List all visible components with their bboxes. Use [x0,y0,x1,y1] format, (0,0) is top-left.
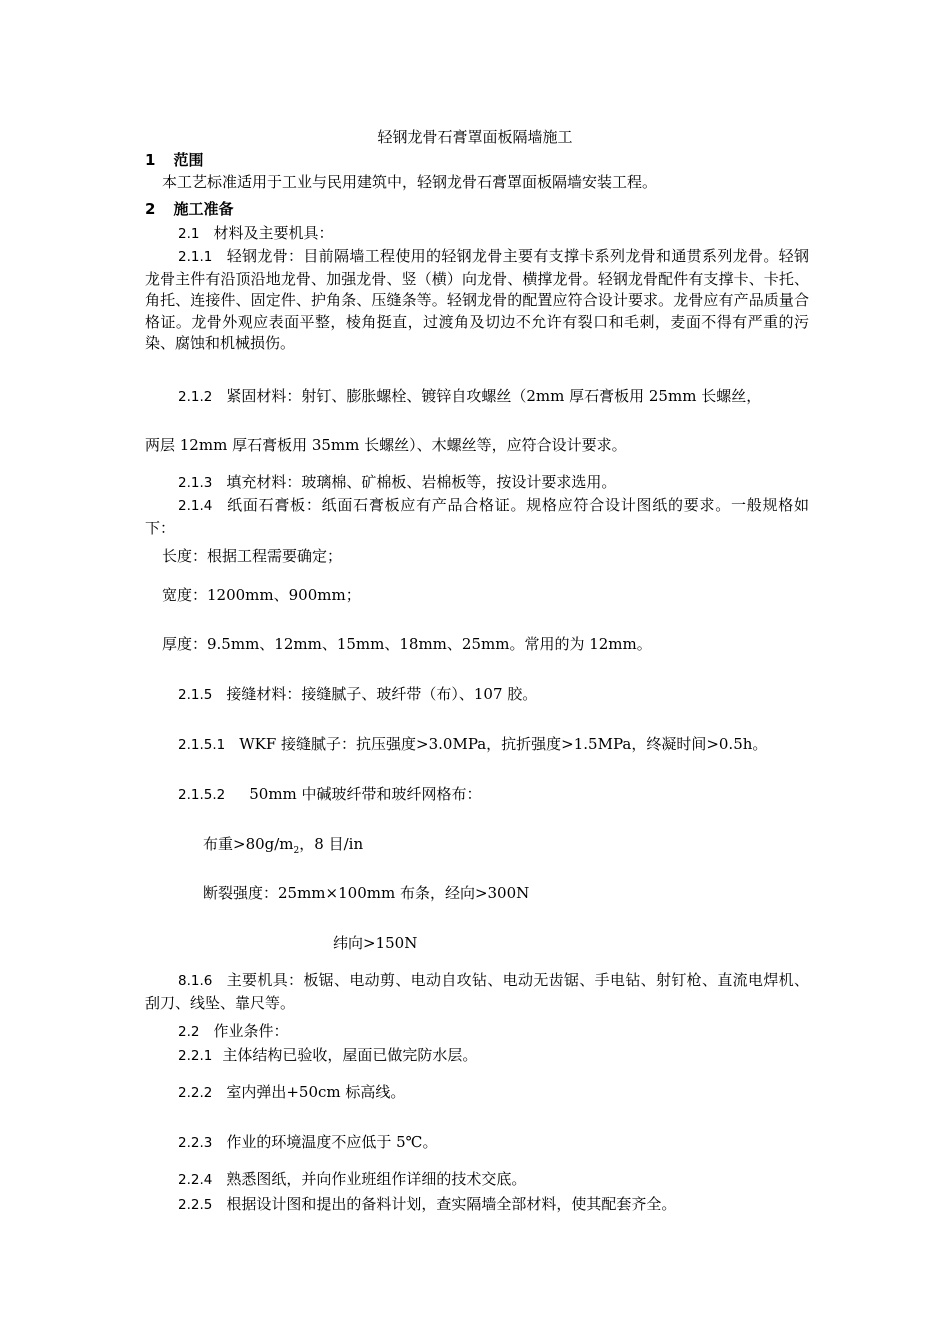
spec-width: 宽度：1200mm、900mm； [162,586,361,604]
clause-8-1-6 [145,970,809,1014]
clause-number: 2.1.4 [178,498,213,514]
cloth-weight-text: 布重>80g/m [203,835,294,853]
clause-number: 2.1.5.1 [178,737,226,753]
clause-number: 2.1.5 [178,687,213,703]
cloth-weight-subscript: 2 [293,846,300,856]
section-title: 范围 [173,151,204,169]
page-title: 轻钢龙骨石膏罩面板隔墙施工 [377,128,573,146]
clause-2-1-5 [178,684,537,705]
clause-text: 接缝材料：接缝腻子、玻纤带（布）、107 胶。 [226,685,538,703]
clause-2-1-4 [145,495,809,539]
clause-text: 室内弹出+50cm 标高线。 [226,1083,406,1101]
clause-text: 50mm 中碱玻纤带和玻纤网格布： [249,785,482,803]
clause-2-1-5-1 [178,734,767,755]
clause-number: 2.2.1 [178,1048,213,1064]
cloth-weight-mesh: ，8 目/in [299,835,364,853]
clause-2-2-4 [178,1169,526,1190]
clause-2-2-5 [178,1194,676,1215]
clause-text: 填充材料：玻璃棉、矿棉板、岩棉板等，按设计要求选用。 [226,473,617,491]
clause-2-1-1 [145,246,809,355]
section-1-heading [145,150,203,170]
clause-text: 根据设计图和提出的备料计划，查实隔墙全部材料，使其配套齐全。 [226,1195,677,1213]
clause-2-1-2-continued: 两层 12mm 厚石膏板用 35mm 长螺丝）、木螺丝等，应符合设计要求。 [145,436,627,454]
clause-text: WKF 接缝腻子：抗压强度>3.0MPa，抗折强度>1.5MPa，终凝时间>0.5h。 [239,735,768,753]
clause-text: 熟悉图纸，并向作业班组作详细的技术交底。 [226,1170,527,1188]
section-number: 1 [145,151,156,169]
clause-2-2 [178,1021,289,1042]
weft-strength: 纬向>150N [333,934,418,952]
clause-text: 材料及主要机具： [213,224,334,242]
clause-text: 主要机具：板锯、电动剪、电动自攻钻、电动无齿锯、手电钻、射钉枪、直流电焊机、刮刀、线坠、靠尺等。 [145,971,809,1012]
cloth-weight [203,834,363,861]
section-number: 2 [145,200,156,218]
clause-number: 2.2.2 [178,1085,213,1101]
clause-number: 2.2.3 [178,1135,213,1151]
clause-text-line-1: 紧固材料：射钉、膨胀螺栓、镀锌自攻螺丝（2mm 厚石膏板用 25mm 长螺丝， [226,387,762,405]
clause-text: 纸面石膏板：纸面石膏板应有产品合格证。规格应符合设计图纸的要求。一般规格如下： [145,496,809,537]
clause-2-2-2 [178,1082,405,1103]
clause-text: 主体结构已验收，屋面已做完防水层。 [222,1046,478,1064]
clause-number: 8.1.6 [178,973,213,989]
section-1-text: 本工艺标准适用于工业与民用建筑中，轻钢龙骨石膏罩面板隔墙安装工程。 [162,173,658,191]
clause-number: 2.2.4 [178,1172,213,1188]
clause-number: 2.1.1 [178,249,213,265]
clause-text: 作业的环境温度不应低于 5℃。 [226,1133,438,1151]
clause-number: 2.1.5.2 [178,787,226,803]
clause-2-1-2 [178,386,761,407]
clause-text: 作业条件： [213,1022,289,1040]
clause-2-2-3 [178,1132,437,1153]
clause-2-2-1 [178,1045,477,1066]
clause-2-1 [178,223,334,244]
clause-text: 轻钢龙骨：目前隔墙工程使用的轻钢龙骨主要有支撑卡系列龙骨和通贯系列龙骨。轻钢龙骨主件有沿顶沿地龙骨、加强龙骨、竖（横）向龙骨、横撑龙骨。轻钢龙骨配件有支撑卡、卡托、角托、连接件、固定件、护角条、压缝条等。轻钢龙骨的配置应符合设计要求。龙骨应有产品质量合格证。龙骨外观应表面平整，棱角挺直，过渡角及切边不允许有裂口和毛刺，麦面不得有严重的污染、腐蚀和机械损伤。 [145,247,809,352]
clause-2-1-3 [178,472,616,493]
clause-number: 2.2 [178,1024,200,1040]
clause-number: 2.2.5 [178,1197,213,1213]
spec-length: 长度：根据工程需要确定； [162,547,343,565]
spec-thickness: 厚度：9.5mm、12mm、15mm、18mm、25mm。常用的为 12mm。 [162,635,652,653]
clause-number: 2.1.2 [178,389,213,405]
section-2-heading [145,199,233,219]
clause-2-1-5-2 [178,784,482,805]
clause-number: 2.1 [178,226,200,242]
break-strength: 断裂强度：25mm×100mm 布条，经向>300N [203,884,530,902]
section-title: 施工准备 [173,200,234,218]
clause-number: 2.1.3 [178,475,213,491]
